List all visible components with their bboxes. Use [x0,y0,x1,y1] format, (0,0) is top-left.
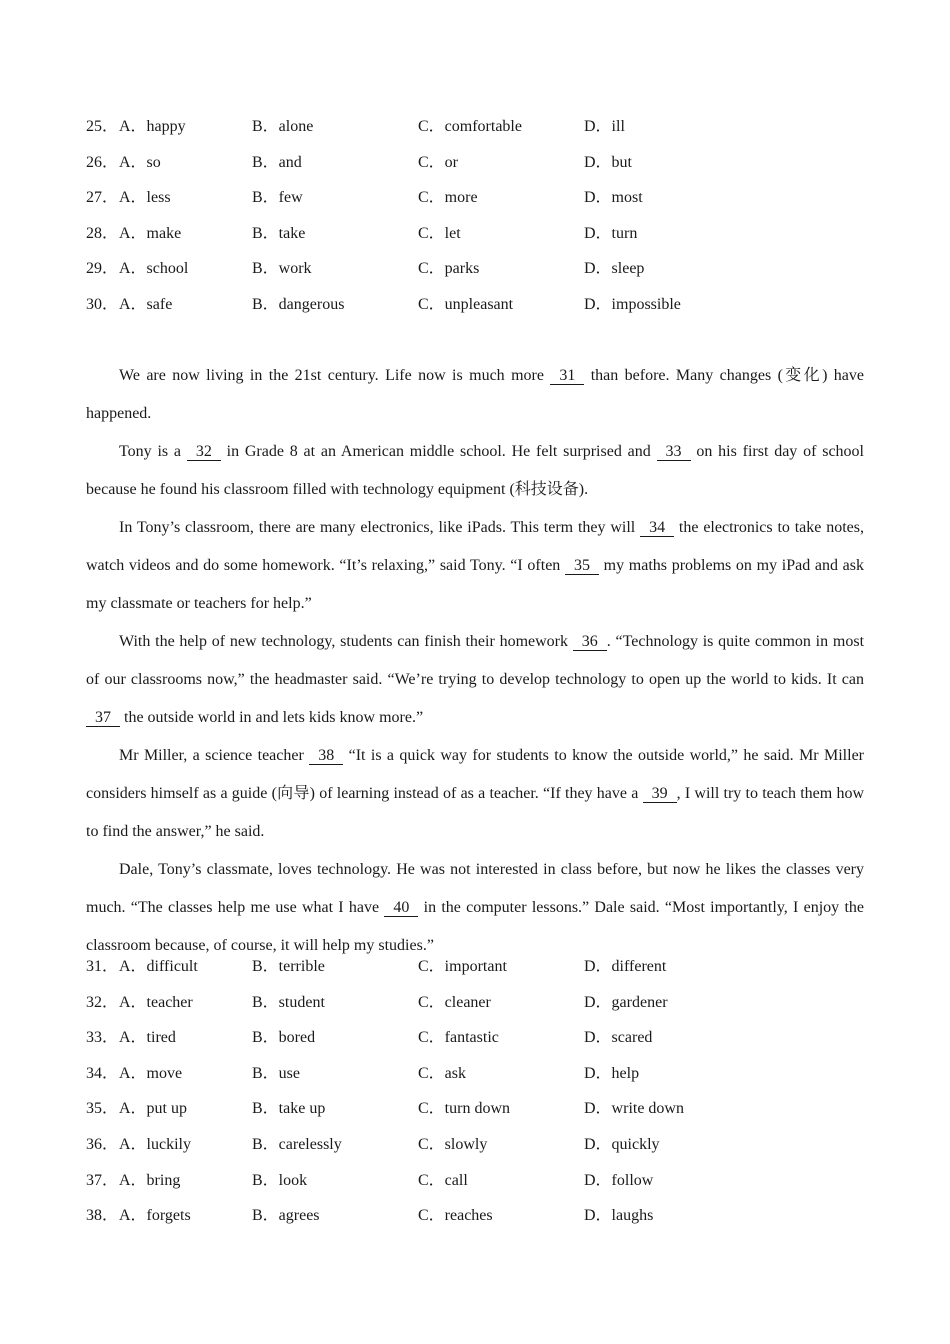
option-b: B．work [252,260,312,278]
option-c: C．let [418,224,461,242]
question-row [86,180,866,216]
answer-blank: 32 [187,444,221,461]
option-d: D．different [584,958,667,975]
option-b: B．terrible [252,958,325,975]
question-row [86,251,866,287]
question-number: 26． [86,153,119,171]
option-a: A．difficult [119,958,198,975]
options-block-31-38 [86,949,866,1234]
option-b: B．and [252,153,302,171]
answer-blank: 40 [384,900,418,917]
passage-text: than before. Many changes (变化) have happened. [86,367,864,422]
answer-blank: 34 [640,520,674,537]
option-d: D．but [584,153,633,171]
option-a: A．less [119,189,171,207]
option-b: B．alone [252,118,314,135]
option-c: C．call [418,1171,468,1189]
passage-text: Mr Miller, a science teacher [119,747,310,764]
answer-blank: 36 [573,634,607,651]
question-number: 33． [86,1029,119,1047]
option-a: A．school [119,260,189,278]
passage-paragraph [86,357,864,433]
passage-text: the outside world in and lets kids know more.” [120,709,424,726]
option-d: D．gardener [584,993,668,1011]
passage-text: “It is a quick way for students to know the outside world,” he said. Mr Miller considers himself as a guide (向导) of learning instead of as a teacher. “If they have a [86,747,865,802]
answer-blank: 39 [643,786,677,803]
option-d: D．follow [584,1171,654,1189]
option-c: C．cleaner [418,993,491,1011]
question-number: 27． [86,189,119,207]
option-a: A．luckily [119,1135,191,1153]
option-b: B．few [252,189,303,207]
passage-text: the electronics to take notes, watch videos and do some homework. “It’s relaxing,” said Tony. “I often [86,519,865,574]
question-row [86,985,866,1021]
option-c: C．reaches [418,1207,493,1225]
option-a: A．teacher [119,993,193,1011]
question-row [86,287,866,323]
option-a: A．tired [119,1029,176,1047]
question-number: 38． [86,1207,119,1225]
passage-text: We are now living in the 21st century. Life now is much more [119,367,551,384]
passage-text: in the computer lessons.” Dale said. “Most importantly, I enjoy the classroom because, of course, it will help my studies.” [86,899,864,954]
option-c: C．parks [418,260,480,278]
passage-text: , I will try to teach them how to find the answer,” he said. [86,785,865,840]
option-c: C．turn down [418,1100,511,1118]
passage-text: on his first day of school because he found his classroom filled with technology equipment (科技设备). [86,443,864,498]
question-number: 37． [86,1171,119,1189]
option-b: B．bored [252,1029,316,1047]
passage-paragraph [86,509,864,623]
question-row [86,109,866,145]
question-row [86,1056,866,1092]
option-d: D．write down [584,1100,684,1118]
option-b: B．agrees [252,1207,320,1225]
option-d: D．ill [584,118,625,135]
question-row [86,1127,866,1163]
passage-paragraph [86,851,864,965]
option-b: B．carelessly [252,1135,342,1153]
options-block-25-30 [86,109,866,323]
question-number: 31． [86,958,119,975]
option-d: D．quickly [584,1135,660,1153]
option-a: A．happy [119,118,186,135]
option-c: C．important [418,958,507,975]
option-c: C．more [418,189,478,207]
question-number: 35． [86,1100,119,1118]
option-b: B．take [252,224,306,242]
answer-blank: 31 [550,368,584,385]
passage-paragraph [86,623,864,737]
question-row [86,1091,866,1127]
passage-text: . “Technology is quite common in most of our classrooms now,” the headmaster said. “We’re trying to develop technology to open up the world to kids. It can [86,633,865,688]
question-row [86,1163,866,1199]
passage-paragraph [86,433,864,509]
option-c: C．slowly [418,1135,488,1153]
question-number: 34． [86,1064,119,1082]
option-b: B．use [252,1064,301,1082]
option-c: C．comfortable [418,118,522,135]
option-a: A．so [119,153,161,171]
passage-text: Tony is a [119,443,187,460]
option-d: D．scared [584,1029,653,1047]
passage-text: In Tony’s classroom, there are many electronics, like iPads. This term they will [119,519,641,536]
option-c: C．ask [418,1064,467,1082]
question-number: 25． [86,118,119,135]
option-d: D．turn [584,224,638,242]
answer-blank: 35 [565,558,599,575]
option-b: B．student [252,993,325,1011]
passage-text: my maths problems on my iPad and ask my classmate or teachers for help.” [86,557,864,612]
option-b: B．take up [252,1100,326,1118]
option-a: A．forgets [119,1207,191,1225]
option-d: D．help [584,1064,640,1082]
option-a: A．put up [119,1100,188,1118]
question-number: 32． [86,993,119,1011]
option-d: D．most [584,189,643,207]
question-row [86,1020,866,1056]
question-number: 30． [86,295,119,313]
option-a: A．make [119,224,182,242]
option-d: D．laughs [584,1207,654,1225]
option-b: B．dangerous [252,295,345,313]
question-number: 36． [86,1135,119,1153]
question-row [86,145,866,181]
option-a: A．bring [119,1171,181,1189]
option-d: D．sleep [584,260,645,278]
cloze-passage [86,357,864,965]
option-c: C．or [418,153,459,171]
passage-text: With the help of new technology, students can finish their homework [119,633,573,650]
option-d: D．impossible [584,295,681,313]
passage-text: in Grade 8 at an American middle school. He felt surprised and [220,443,657,460]
question-row [86,949,866,985]
option-c: C．unpleasant [418,295,514,313]
option-a: A．move [119,1064,183,1082]
answer-blank: 33 [657,444,691,461]
question-number: 29． [86,260,119,278]
question-row [86,1198,866,1234]
option-c: C．fantastic [418,1029,499,1047]
passage-text: Dale, Tony’s classmate, loves technology. He was not interested in class before, but now he likes the classes very much. “The classes help me use what I have [86,861,864,916]
option-b: B．look [252,1171,308,1189]
answer-blank: 38 [309,748,343,765]
answer-blank: 37 [86,710,120,727]
passage-paragraph [86,737,864,851]
option-a: A．safe [119,295,173,313]
question-number: 28． [86,224,119,242]
question-row [86,216,866,252]
